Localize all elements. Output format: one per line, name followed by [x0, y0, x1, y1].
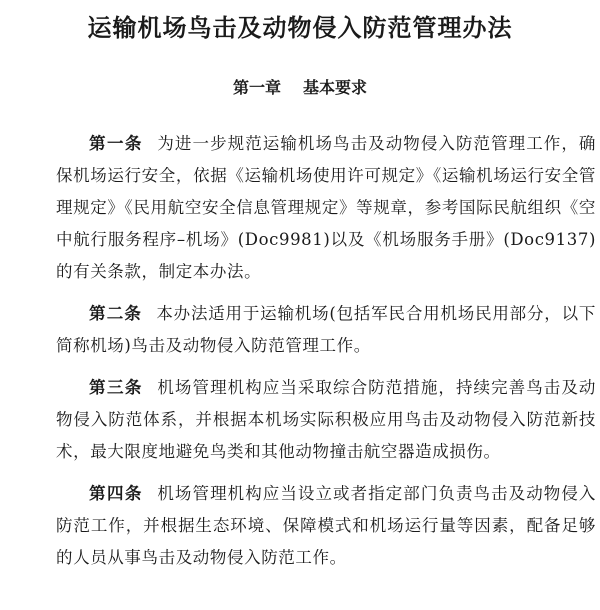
article-text: 本办法适用于运输机场(包括军民合用机场民用部分，以下简称机场)鸟击及动物侵入防范管理工作。 — [56, 304, 596, 355]
chapter-name: 基本要求 — [303, 78, 368, 97]
article-3 — [56, 372, 596, 468]
article-label: 第一条 — [89, 134, 143, 153]
article-2 — [56, 298, 596, 362]
document-title: 运输机场鸟击及动物侵入防范管理办法 — [87, 14, 513, 42]
chapter-heading — [0, 76, 600, 100]
document-body — [56, 128, 596, 584]
article-text: 为进一步规范运输机场鸟击及动物侵入防范管理工作，确保机场运行安全，依据《运输机场使用许可规定》《运输机场运行安全管理规定》《民用航空安全信息管理规定》等规章，参考国际民航组织《空中航行服务程序–机场》(Doc9981)以及《机场服务手册》(Doc9137)的有关条款，制定本办法。 — [56, 134, 597, 281]
article-text: 机场管理机构应当设立或者指定部门负责鸟击及动物侵入防范工作，并根据生态环境、保障模式和机场运行量等因素，配备足够的人员从事鸟击及动物侵入防范工作。 — [56, 484, 597, 567]
article-label: 第四条 — [89, 484, 143, 503]
chapter-number: 第一章 — [232, 78, 281, 97]
article-4 — [56, 478, 596, 574]
article-text: 机场管理机构应当采取综合防范措施，持续完善鸟击及动物侵入防范体系，并根据本机场实际积极应用鸟击及动物侵入防范新技术，最大限度地避免鸟类和其他动物撞击航空器造成损伤。 — [56, 378, 597, 461]
article-1 — [56, 128, 596, 288]
article-label: 第二条 — [89, 304, 143, 323]
article-label: 第三条 — [89, 378, 143, 397]
